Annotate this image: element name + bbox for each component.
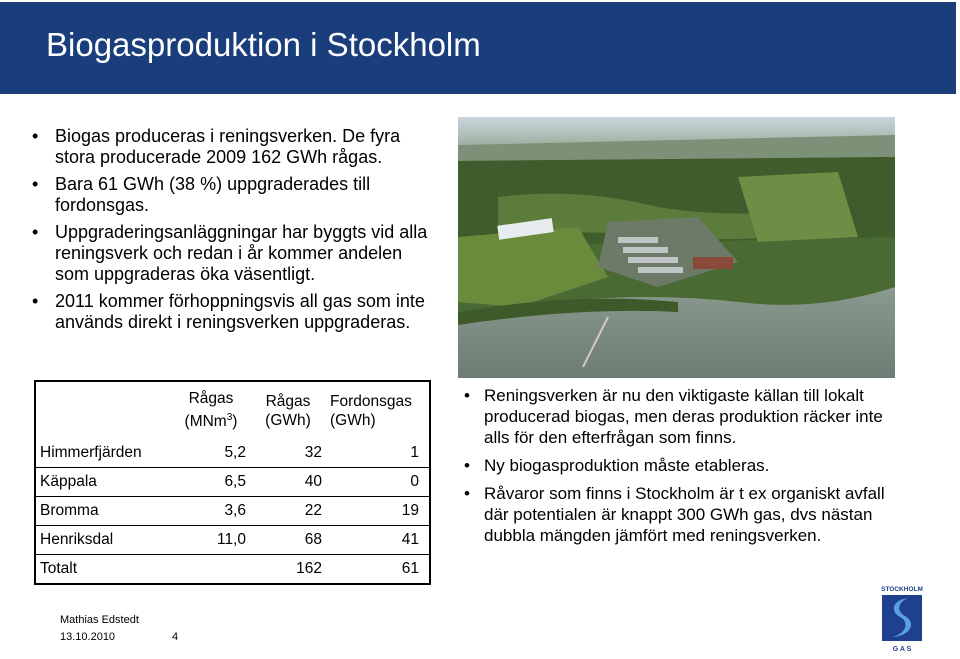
table-cell: 22 xyxy=(250,497,326,526)
footer-author: Mathias Edstedt xyxy=(60,614,139,626)
biogas-table xyxy=(34,380,431,585)
page-number: 4 xyxy=(172,631,179,643)
table-cell: 5,2 xyxy=(224,444,246,461)
logo-bottom-text: G A S xyxy=(892,646,912,653)
table-cell: Totalt xyxy=(35,555,172,585)
bullet-item: • Bara 61 GWh (38 %) uppgraderades till fordonsgas. xyxy=(30,174,430,216)
table-row xyxy=(35,526,430,555)
table-cell: 41 xyxy=(326,526,430,555)
table-cell: Bromma xyxy=(35,497,172,526)
aerial-photo xyxy=(458,117,895,378)
table-row-total xyxy=(35,555,430,585)
table-cell: 32 xyxy=(304,444,322,461)
bullet-item: • Råvaror som finns i Stockholm är t ex organiskt avfall där potentialen är knappt 300 GWh gas, dvs nästan dubbla mängden jämfört med reningsverken. xyxy=(462,483,912,546)
bullet-item: • Uppgraderingsanläggningar har byggts vid alla reningsverk och redan i år kommer andelen som uppgraderas öka väsentligt. xyxy=(30,222,430,285)
table-cell: Käppala xyxy=(35,468,172,497)
bullet-item: • Ny biogasproduktion måste etableras. xyxy=(462,455,912,476)
table-row xyxy=(35,468,430,497)
table-cell: 61 xyxy=(326,555,430,585)
table-header-cell: Rågas (MNm$^3$) xyxy=(184,390,238,431)
table-header-cell: Fordonsgas (GWh) xyxy=(330,392,412,429)
title-bar xyxy=(0,2,956,94)
table-cell: Henriksdal xyxy=(35,526,172,555)
table-row xyxy=(35,439,430,468)
table-header-empty xyxy=(35,381,172,439)
table-cell: 6,5 xyxy=(172,468,250,497)
footer-date: 13.10.2010 xyxy=(60,631,116,643)
aerial-photo-sewage-treatment-plant-icon xyxy=(458,117,895,378)
table-header-cell: Rågas (GWh) xyxy=(265,392,311,429)
left-bullet-list xyxy=(30,126,430,339)
table-cell: 162 xyxy=(250,555,326,585)
table-header-row xyxy=(35,381,430,439)
table-cell: 19 xyxy=(326,497,430,526)
table-cell: 68 xyxy=(250,526,326,555)
table-cell: 0 xyxy=(326,468,430,497)
bullet-item: • Reningsverken är nu den viktigaste källan till lokalt producerad biogas, men deras produktion räcker inte alls för den efterfrågan som finns. xyxy=(462,385,912,448)
table-cell: Himmerfjärden xyxy=(40,444,142,461)
right-bullet-list xyxy=(462,385,912,553)
slide-title: Biogasproduktion i Stockholm xyxy=(46,26,481,63)
table-cell: 1 xyxy=(410,444,419,461)
bullet-item: • Biogas produceras i reningsverken. De fyra stora producerade 2009 162 GWh rågas. xyxy=(30,126,430,168)
stockholm-gas-logo-icon xyxy=(878,584,926,654)
bullet-item: • 2011 kommer förhoppningsvis all gas som inte används direkt i reningsverken uppgraderas. xyxy=(30,291,430,333)
table-cell xyxy=(172,555,250,585)
table-row xyxy=(35,497,430,526)
table-cell: 11,0 xyxy=(172,526,250,555)
table-cell: 40 xyxy=(250,468,326,497)
table-cell: 3,6 xyxy=(172,497,250,526)
logo-top-text: STOCKHOLM xyxy=(881,586,923,593)
